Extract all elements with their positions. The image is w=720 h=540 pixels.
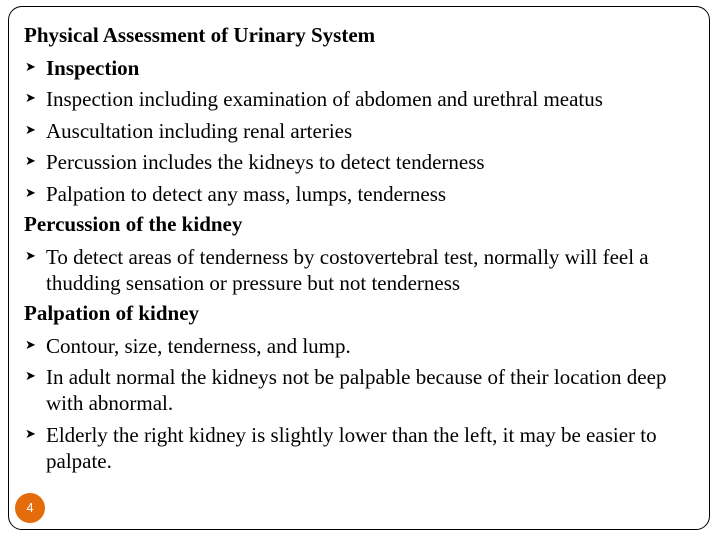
arrow-bullet-icon: ➤ — [25, 369, 36, 384]
list-item-text: Percussion includes the kidneys to detect tenderness — [46, 150, 485, 174]
section-2-list — [24, 241, 700, 299]
arrow-bullet-icon: ➤ — [25, 426, 36, 442]
list-item — [24, 115, 700, 147]
section-heading-percussion: Percussion of the kidney — [24, 212, 243, 236]
arrow-bullet-icon: ➤ — [25, 337, 36, 353]
list-item-text: Inspection — [46, 55, 140, 80]
slide-title: Physical Assessment of Urinary System — [24, 23, 376, 47]
list-item-text: To detect areas of tenderness by costovertebral test, normally will feel a thudding sensation or pressure but not tenderness — [46, 244, 649, 295]
arrow-bullet-icon: ➤ — [25, 248, 36, 264]
slide-content — [24, 20, 700, 476]
list-item — [24, 52, 700, 84]
list-item-text: Contour, size, tenderness, and lump. — [46, 333, 351, 358]
list-item-text: Elderly the right kidney is slightly lower than the left, it may be easier to palpate. — [46, 422, 657, 473]
list-item — [24, 241, 700, 299]
section-heading-palpation: Palpation of kidney — [24, 301, 200, 325]
list-item-text: Inspection including examination of abdomen and urethral meatus — [46, 87, 603, 111]
list-item — [24, 330, 700, 362]
arrow-bullet-icon: ➤ — [25, 154, 36, 169]
arrow-bullet-icon: ➤ — [25, 185, 36, 201]
list-item-text: Palpation to detect any mass, lumps, tenderness — [46, 181, 447, 206]
arrow-bullet-icon: ➤ — [25, 59, 36, 75]
list-item — [24, 361, 700, 419]
list-item-text: In adult normal the kidneys not be palpable because of their location deep with abnormal. — [46, 365, 667, 415]
list-item-text: Auscultation including renal arteries — [46, 118, 353, 143]
list-item — [24, 178, 700, 210]
list-item — [24, 83, 700, 115]
section-1-list — [24, 52, 700, 210]
page-number-badge: 4 — [15, 493, 45, 523]
list-item — [24, 146, 700, 178]
arrow-bullet-icon: ➤ — [25, 122, 36, 138]
list-item — [24, 419, 700, 477]
arrow-bullet-icon: ➤ — [25, 91, 36, 106]
section-3-list — [24, 330, 700, 477]
